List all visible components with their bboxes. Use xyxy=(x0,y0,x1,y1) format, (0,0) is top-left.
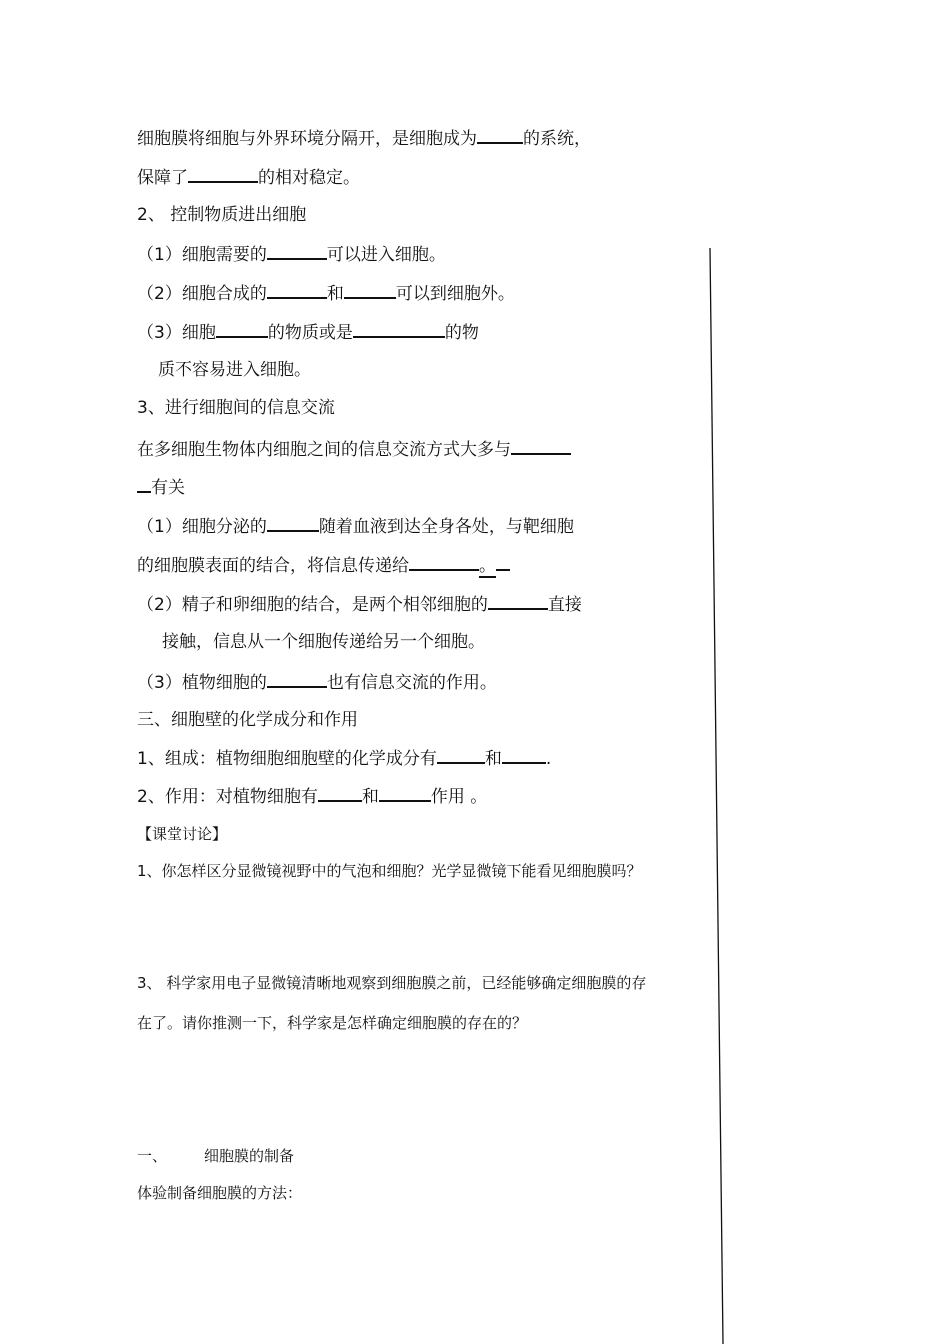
item-text: 和 xyxy=(361,787,379,807)
discussion-question-3: 3、 科学家用电子显微镜清晰地观察到细胞膜之前，已经能够确定细胞膜的存 xyxy=(137,974,647,992)
section-2-item-1 xyxy=(137,242,446,266)
answer-blank[interactable] xyxy=(379,784,431,802)
item-text: 。 xyxy=(479,556,496,576)
margin-divider-line xyxy=(709,248,725,1344)
item-text: 作用 。 xyxy=(430,787,488,807)
item-text: . xyxy=(545,749,552,769)
answer-blank[interactable] xyxy=(496,553,510,571)
answer-blank[interactable] xyxy=(267,670,327,688)
cell-wall-heading: 三、细胞壁的化学成分和作用 xyxy=(137,710,358,730)
section-3-item-1 xyxy=(137,514,574,538)
intro-text: 保障了 xyxy=(137,168,188,188)
intro-line-2 xyxy=(137,165,360,189)
item-text: 有关 xyxy=(151,478,185,498)
item-text: 可以进入细胞。 xyxy=(326,245,446,265)
item-text: 和 xyxy=(326,284,344,304)
item-text: 也有信息交流的作用。 xyxy=(326,673,497,693)
section-3-item-3 xyxy=(137,670,497,694)
cell-wall-composition xyxy=(137,746,551,770)
item-text: （2）精子和卵细胞的结合，是两个相邻细胞的 xyxy=(137,595,488,615)
preparation-method: 体验制备细胞膜的方法： xyxy=(137,1184,303,1202)
answer-blank[interactable] xyxy=(353,320,445,338)
section-3-item-1-cont xyxy=(137,553,510,577)
answer-blank[interactable] xyxy=(267,281,327,299)
section-2-item-2 xyxy=(137,281,515,305)
answer-blank[interactable] xyxy=(137,475,151,493)
item-text: （1）细胞分泌的 xyxy=(137,517,267,537)
section-2-item-3 xyxy=(137,320,479,344)
discussion-heading: 【课堂讨论】 xyxy=(137,825,228,843)
section-3-item-2 xyxy=(137,592,582,616)
item-text: 随着血液到达全身各处，与靶细胞 xyxy=(318,517,574,537)
intro-text: 的系统， xyxy=(523,129,591,149)
item-text: 1、组成：植物细胞细胞壁的化学成分有 xyxy=(137,749,437,769)
answer-blank[interactable] xyxy=(511,437,571,455)
answer-blank[interactable] xyxy=(318,784,362,802)
answer-blank[interactable] xyxy=(216,320,268,338)
answer-blank[interactable] xyxy=(502,746,546,764)
answer-blank[interactable] xyxy=(488,592,548,610)
answer-blank[interactable] xyxy=(477,126,523,144)
item-text: 可以到细胞外。 xyxy=(395,284,515,304)
intro-text: 细胞膜将细胞与外界环境分隔开，是细胞成为 xyxy=(137,129,477,149)
item-text: 直接 xyxy=(547,595,582,615)
discussion-question-3-cont: 在了。请你推测一下，科学家是怎样确定细胞膜的存在的？ xyxy=(137,1014,528,1032)
preparation-number: 一、 xyxy=(137,1147,168,1165)
cell-wall-function xyxy=(137,784,487,808)
answer-blank[interactable] xyxy=(344,281,396,299)
section-3-intro-cont xyxy=(137,475,185,499)
item-text: （3）细胞 xyxy=(137,323,216,343)
item-text: 的物 xyxy=(444,323,479,343)
item-text: 2、作用：对植物细胞有 xyxy=(137,787,318,807)
preparation-heading: 细胞膜的制备 xyxy=(204,1147,295,1165)
item-text: 和 xyxy=(484,749,502,769)
section-2-heading: 2、 控制物质进出细胞 xyxy=(137,205,307,225)
item-text: 的细胞膜表面的结合，将信息传递给 xyxy=(137,556,409,576)
item-text: 的物质或是 xyxy=(267,323,353,343)
section-3-intro xyxy=(137,437,571,461)
answer-blank[interactable] xyxy=(437,746,485,764)
section-3-item-2-cont: 接触，信息从一个细胞传递给另一个细胞。 xyxy=(162,632,485,652)
section-2-item-3-cont: 质不容易进入细胞。 xyxy=(158,360,311,380)
item-text: （2）细胞合成的 xyxy=(137,284,267,304)
intro-line-1 xyxy=(137,126,591,150)
answer-blank[interactable] xyxy=(188,165,258,183)
answer-blank[interactable] xyxy=(409,553,479,571)
intro-text: 的相对稳定。 xyxy=(258,168,360,188)
answer-blank[interactable] xyxy=(267,242,327,260)
discussion-question-1: 1、你怎样区分显微镜视野中的气泡和细胞？光学显微镜下能看见细胞膜吗？ xyxy=(137,862,642,880)
item-text: （3）植物细胞的 xyxy=(137,673,267,693)
answer-blank[interactable] xyxy=(267,514,319,532)
section-3-heading: 3、进行细胞间的信息交流 xyxy=(137,398,335,418)
item-text: （1）细胞需要的 xyxy=(137,245,267,265)
item-text: 在多细胞生物体内细胞之间的信息交流方式大多与 xyxy=(137,440,511,460)
